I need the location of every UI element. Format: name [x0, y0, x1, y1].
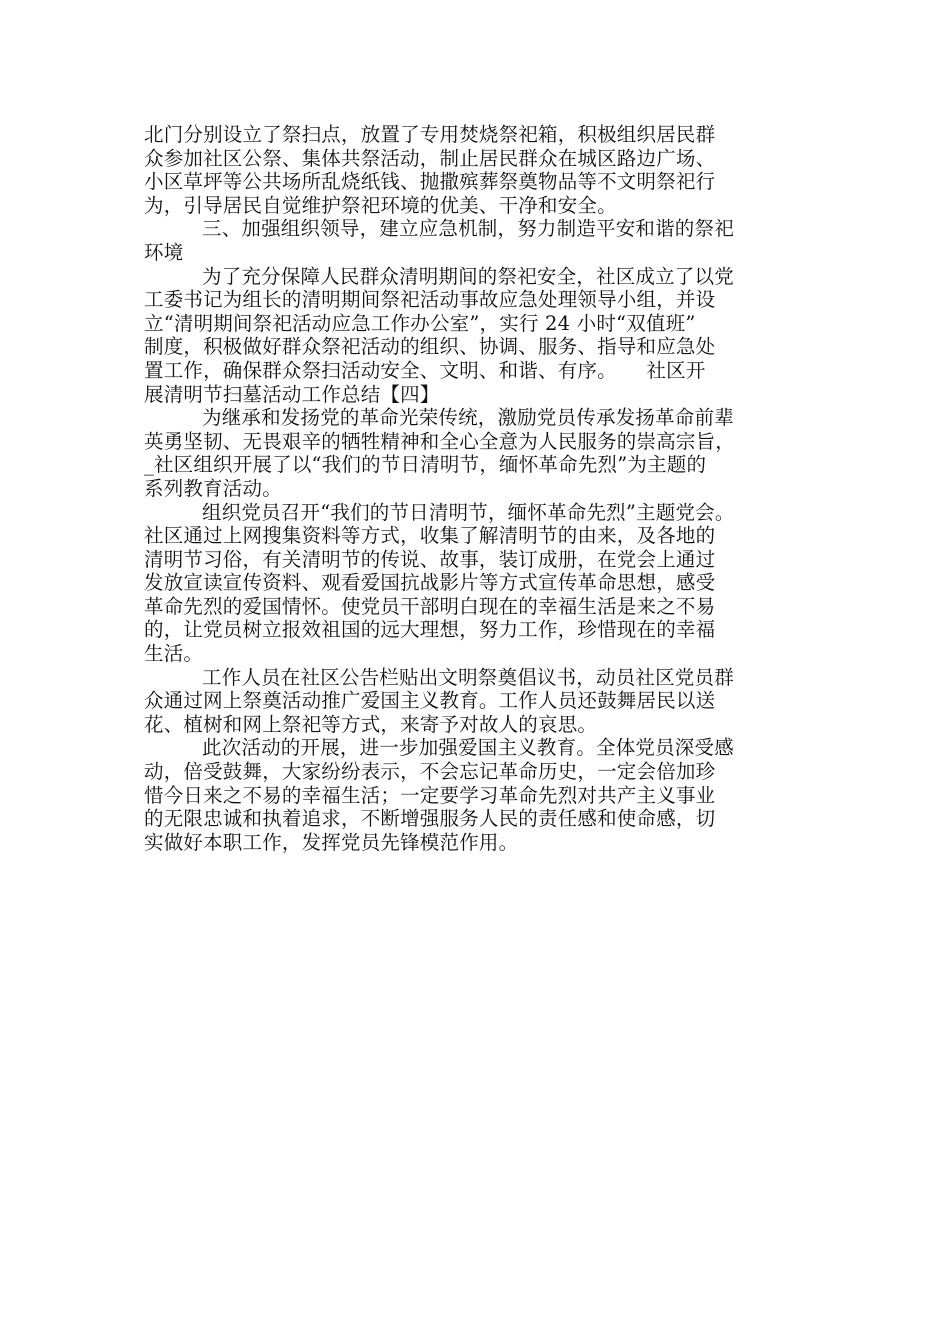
text-line: 系列教育活动。: [144, 476, 282, 500]
text-line: 发放宣读宣传资料、观看爱国抗战影片等方式宣传革命思想，感受: [144, 571, 716, 595]
text-line: 革命先烈的爱国情怀。使党员干部明白现在的幸福生活是来之不易: [144, 594, 716, 618]
text-line: 小区草坪等公共场所乱烧纸钱、抛撒殡葬祭奠物品等不文明祭祀行: [144, 170, 716, 194]
text-line: 为继承和发扬党的革命光荣传统，激励党员传承发扬革命前辈: [202, 406, 734, 430]
text-line: 立“清明期间祭祀活动应急工作办公室”，实行 24 小时“双值班”: [144, 311, 696, 335]
text-line: 惜今日来之不易的幸福生活；一定要学习革命先烈对共产主义事业: [144, 783, 716, 807]
text-line: 为，引导居民自觉维护祭祀环境的优美、干净和安全。: [144, 193, 617, 217]
text-line: _社区组织开展了以“我们的节日清明节，缅怀革命先烈”为主题的: [144, 453, 707, 477]
text-line: 置工作，确保群众祭扫活动安全、文明、和谐、有序。 社区开: [144, 358, 706, 382]
text-line: 组织党员召开“我们的节日清明节，缅怀革命先烈”主题党会。: [202, 500, 735, 524]
text-line: 环境: [144, 240, 184, 264]
text-line: 的，让党员树立报效祖国的远大理想，努力工作，珍惜现在的幸福: [144, 618, 716, 642]
text-line: 工委书记为组长的清明期间祭祀活动事故应急处理领导小组，并设: [144, 288, 716, 312]
text-line: 生活。: [144, 642, 204, 666]
text-line: 英勇坚韧、无畏艰辛的牺牲精神和全心全意为人民服务的崇高宗旨，: [144, 429, 736, 453]
text-line: 展清明节扫墓活动工作总结【四】: [144, 382, 440, 406]
text-line: 实做好本职工作，发挥党员先锋模范作用。: [144, 830, 519, 854]
text-line: 众参加社区公祭、集体共祭活动，制止居民群众在城区路边广场、: [144, 146, 716, 170]
text-line: 社区通过上网搜集资料等方式，收集了解清明节的由来，及各地的: [144, 524, 716, 548]
text-line: 清明节习俗，有关清明节的传说、故事，装订成册，在党会上通过: [144, 547, 716, 571]
text-line: 制度，积极做好群众祭祀活动的组织、协调、服务、指导和应急处: [144, 335, 716, 359]
text-line: 花、植树和网上祭祀等方式，来寄予对故人的哀思。: [144, 712, 598, 736]
text-line: 北门分别设立了祭扫点，放置了专用焚烧祭祀箱，积极组织居民群: [144, 123, 716, 146]
text-line: 动，倍受鼓舞，大家纷纷表示，不会忘记革命历史，一定会倍加珍: [144, 760, 716, 784]
text-line: 此次活动的开展，进一步加强爱国主义教育。全体党员深受感: [202, 736, 734, 760]
text-line: 三、加强组织领导，建立应急机制，努力制造平安和谐的祭祀: [202, 217, 734, 241]
document-body: [144, 123, 820, 854]
text-line: 众通过网上祭奠活动推广爱国主义教育。工作人员还鼓舞居民以送: [144, 689, 716, 713]
text-line: 工作人员在社区公告栏贴出文明祭奠倡议书，动员社区党员群: [202, 665, 734, 689]
text-line: 的无限忠诚和执着追求，不断增强服务人民的责任感和使命感，切: [144, 807, 716, 831]
text-line: 为了充分保障人民群众清明期间的祭祀安全，社区成立了以党: [202, 264, 734, 288]
